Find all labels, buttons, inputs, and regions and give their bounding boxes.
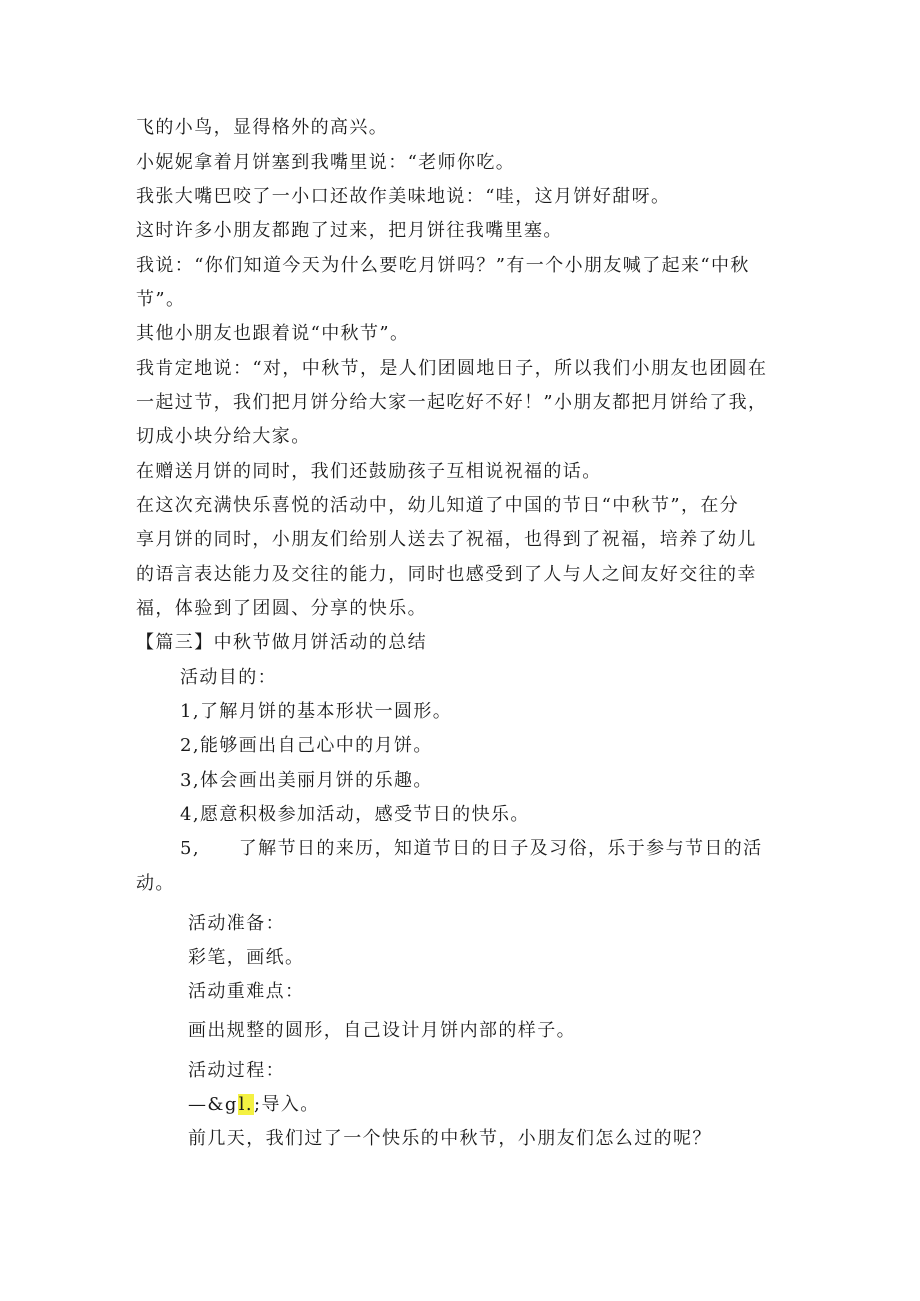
text-line: 在赠送月饼的同时，我们还鼓励孩子互相说祝福的话。 — [136, 461, 602, 482]
text-line: 活动目的： — [180, 667, 277, 688]
text-line: 这时许多小朋友都跑了过来，把月饼往我嘴里塞。 — [136, 220, 563, 241]
text-line: 活动重难点： — [188, 981, 305, 1002]
list-item: 2,能够画出自己心中的月饼。 — [180, 735, 433, 756]
text-line: 节”。 — [136, 289, 186, 310]
highlighted-text: l. — [238, 1094, 254, 1115]
text-line: 活动过程： — [188, 1060, 285, 1081]
list-item: 5, 了解节日的来历，知道节日的日子及习俗，乐于参与节日的活 — [180, 838, 763, 859]
section-heading: 【篇三】中秋节做月饼活动的总结 — [136, 632, 427, 653]
text-line: 切成小块分给大家。 — [136, 426, 311, 447]
text-line: 享月饼的同时，小朋友们给别人送去了祝福，也得到了祝福，培养了幼儿 — [136, 529, 757, 550]
list-item: 3,体会画出美丽月饼的乐趣。 — [180, 770, 433, 791]
text-line: 的语言表达能力及交往的能力，同时也感受到了人与人之间友好交往的幸 — [136, 564, 757, 585]
intro-prefix: —&g — [188, 1094, 238, 1115]
intro-suffix: ;导入。 — [254, 1094, 320, 1115]
intro-line — [188, 1093, 320, 1117]
text-line: 小妮妮拿着月饼塞到我嘴里说：“老师你吃。 — [136, 152, 516, 173]
text-line: 一起过节，我们把月饼分给大家一起吃好不好！”小朋友都把月饼给了我， — [136, 392, 768, 413]
text-line: 彩笔，画纸。 — [188, 947, 305, 968]
text-line: 我说：“你们知道今天为什么要吃月饼吗？”有一个小朋友喊了起来“中秋 — [136, 255, 750, 276]
text-line: 福，体验到了团圆、分享的快乐。 — [136, 598, 427, 619]
list-item: 1,了解月饼的基本形状一圆形。 — [180, 701, 453, 722]
text-line: 在这次充满快乐喜悦的活动中，幼儿知道了中国的节日“中秋节”，在分 — [136, 495, 740, 516]
text-line: 画出规整的圆形，自己设计月饼内部的样子。 — [188, 1020, 576, 1041]
text-line: 活动准备： — [188, 913, 285, 934]
list-item: 4,愿意积极参加活动，感受节日的快乐。 — [180, 804, 530, 825]
text-line: 我张大嘴巴咬了一小口还故作美味地说：“哇，这月饼好甜呀。 — [136, 186, 671, 207]
text-line: 飞的小鸟，显得格外的高兴。 — [136, 117, 389, 138]
text-line: 动。 — [136, 873, 175, 894]
text-line: 其他小朋友也跟着说“中秋节”。 — [136, 323, 410, 344]
text-line: 我肯定地说：“对，中秋节，是人们团圆地日子，所以我们小朋友也团圆在 — [136, 358, 768, 379]
text-line: 前几天，我们过了一个快乐的中秋节，小朋友们怎么过的呢？ — [188, 1128, 712, 1149]
